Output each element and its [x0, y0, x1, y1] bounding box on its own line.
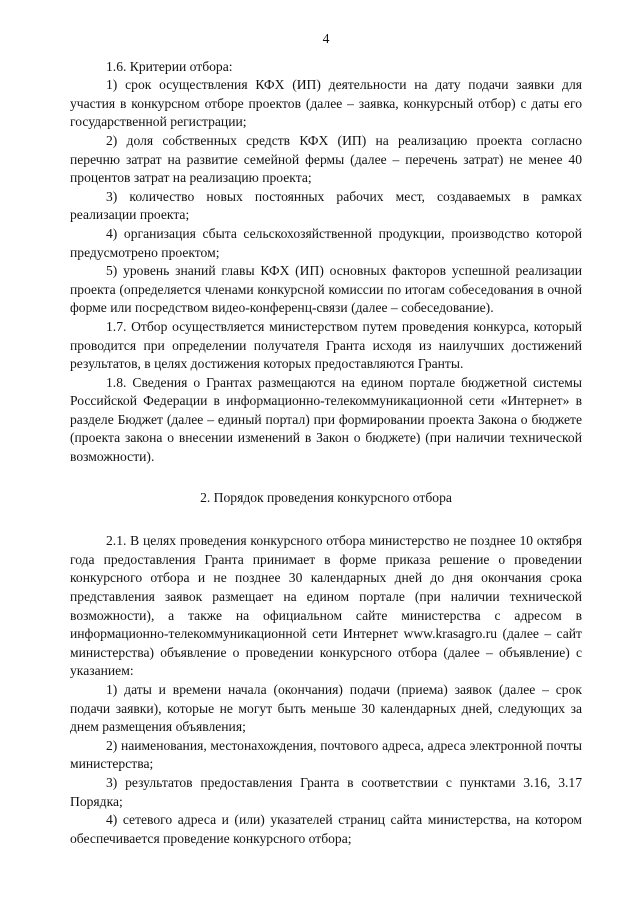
paragraph-item-1: 1) даты и времени начала (окончания) подачи (приема) заявок (далее – срок подачи заявки), которые не могут быть меньше 30 календарных дней, следующих за днем размещения объявления;: [70, 682, 582, 735]
paragraph-criterion-5: 5) уровень знаний главы КФХ (ИП) основных факторов успешной реализации проекта (определяется членами конкурсной комиссии по итогам собеседования в очной форме или посредством видео-конференц-связи (далее – собеседование).: [70, 263, 582, 316]
section-1-body: [70, 58, 582, 467]
section-2-body: [70, 532, 582, 848]
section-2-heading: 2. Порядок проведения конкурсного отбора: [200, 489, 452, 505]
paragraph-criterion-4: 4) организация сбыта сельскохозяйственной продукции, производство которой предусмотрено проектом;: [70, 225, 582, 260]
paragraph-1-7: 1.7. Отбор осуществляется министерством путем проведения конкурса, который проводится при определении получателя Гранта исходя из наилучших достижений результатов, в целях достижения которых предоставляются Гранты.: [70, 318, 582, 372]
paragraph-1-6-title: 1.6. Критерии отбора:: [106, 58, 233, 74]
page-number: 4: [322, 31, 330, 46]
paragraph-2-1: 2.1. В целях проведения конкурсного отбора министерство не позднее 10 октября года предоставления Гранта принимает в форме приказа решение о проведении конкурсного отбора и не позднее 30 календарных дней до дня окончания срока представления заявок размещает на едином портале (при наличии технической возможности), а также на официальном сайте министерства с адресом в информационно-телекоммуникационной сети Интернет www.krasagro.ru (далее – сайт министерства) объявление о проведении конкурсного отбора (далее – объявление) с указанием:: [70, 533, 582, 679]
paragraph-item-4: 4) сетевого адреса и (или) указателей страниц сайта министерства, на котором обеспечивается проведение конкурсного отбора;: [70, 812, 582, 846]
paragraph-criterion-3: 3) количество новых постоянных рабочих мест, создаваемых в рамках реализации проекта;: [70, 188, 582, 223]
paragraph-criterion-2: 2) доля собственных средств КФХ (ИП) на реализацию проекта согласно перечню затрат на развитие семейной фермы (далее – перечень затрат) не менее 40 процентов затрат на реализацию проекта;: [70, 132, 582, 186]
paragraph-item-2: 2) наименования, местонахождения, почтового адреса, адреса электронной почты министерства;: [70, 737, 582, 772]
paragraph-criterion-1: 1) срок осуществления КФХ (ИП) деятельности на дату подачи заявки для участия в конкурсном отборе проектов (далее – заявка, конкурсный отбор) с даты его государственной регистрации;: [70, 77, 582, 130]
paragraph-1-8: 1.8. Сведения о Грантах размещаются на едином портале бюджетной системы Российской Федерации в информационно-телекоммуникационной сети «Интернет» в разделе Бюджет (далее – единый портал) при формировании проекта Закона о бюджете (проекта закона о внесении изменений в Закон о бюджете) (при наличии технической возможности).: [70, 374, 582, 465]
paragraph-item-3: 3) результатов предоставления Гранта в соответствии с пунктами 3.16, 3.17 Порядка;: [70, 774, 582, 809]
